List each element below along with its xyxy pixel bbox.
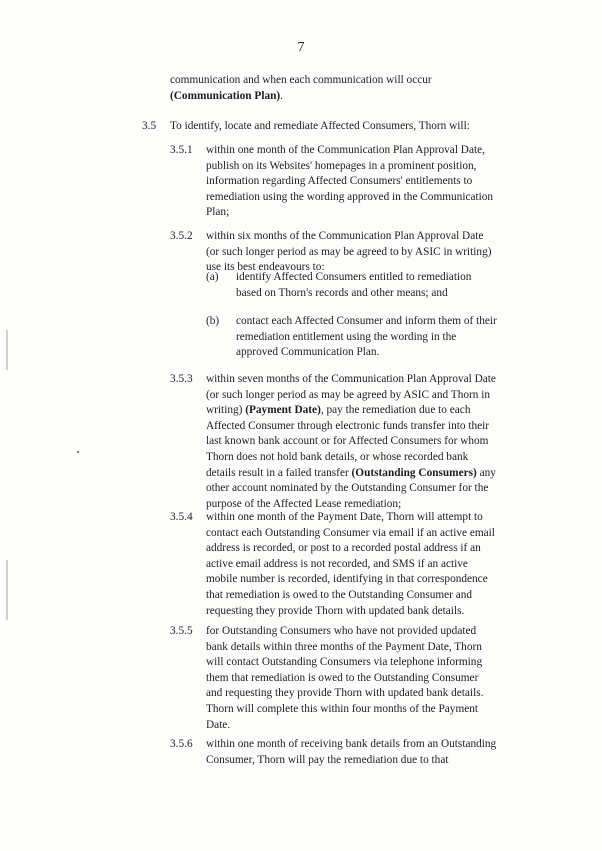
clause-line: within one month of the Communication Plan Approval Date,: [206, 144, 485, 156]
clause-paragraph: [206, 624, 483, 733]
clause-number: 3.5.1: [170, 144, 193, 156]
clause-line: Consumer, Thorn will pay the remediation due to that: [206, 753, 449, 766]
clause-line: writing) (Payment Date), pay the remediation due to each: [206, 404, 471, 417]
intro-line: (Communication Plan).: [170, 89, 283, 102]
scan-speck: [77, 451, 79, 453]
clause-line: Date.: [206, 718, 231, 731]
clause-line: Thorn will complete this within four months of the Payment: [206, 702, 479, 715]
clause-line: within one month of receiving bank details from an Outstanding: [206, 738, 497, 750]
clause-paragraph: [206, 737, 496, 768]
clause-line: will contact Outstanding Consumers via telephone informing: [206, 656, 483, 669]
clause-number: 3.5: [142, 120, 157, 132]
scan-edge-mark: [6, 330, 8, 370]
clause-line: and requesting they provide Thorn with updated bank details.: [206, 687, 484, 700]
clause-number: 3.5.4: [170, 511, 193, 523]
defined-term: (Payment Date): [245, 404, 321, 417]
clause-paragraph: [206, 143, 493, 221]
clause-line: bank details within three months of the Payment Date, Thorn: [206, 640, 482, 653]
subclause-paragraph: [236, 270, 471, 301]
clause-line: them that remediation is owed to the Outstanding Consumer: [206, 671, 479, 684]
clause-line: (or such longer period as may be agreed to by ASIC in writing): [206, 245, 492, 258]
intro-paragraph: [170, 73, 432, 104]
clause-line: identify Affected Consumers entitled to remediation: [236, 271, 472, 283]
clause-line: details result in a failed transfer (Outstanding Consumers) any: [206, 466, 496, 479]
clause-paragraph: [206, 372, 496, 512]
clause-line: approved Communication Plan.: [236, 346, 380, 359]
clause-line: information regarding Affected Consumers' entitlements to: [206, 175, 473, 188]
clause-line: use its best endeavours to:: [206, 261, 325, 274]
clause-paragraph: [206, 510, 495, 619]
clause-line: publish on its Websites' homepages in a prominent position,: [206, 159, 477, 172]
clause-number: 3.5.5: [170, 625, 193, 637]
clause-line: for Outstanding Consumers who have not provided updated: [206, 625, 477, 637]
clause-line: contact each Affected Consumer and inform them of their: [236, 315, 497, 327]
clause-line: within one month of the Payment Date, Thorn will attempt to: [206, 511, 483, 523]
intro-line: communication and when each communication will occur: [170, 74, 432, 86]
clause-line: based on Thorn's records and other means; and: [236, 286, 448, 299]
defined-term: (Communication Plan): [170, 89, 281, 102]
clause-number: 3.5.6: [170, 738, 193, 750]
clause-line: other account nominated by the Outstanding Consumer for the: [206, 482, 489, 495]
clause-line: Plan;: [206, 206, 230, 219]
page-number: 7: [297, 40, 305, 55]
clause-line: within seven months of the Communication Plan Approval Date: [206, 373, 496, 385]
clause-number: 3.5.2: [170, 230, 193, 242]
subclause-label: (a): [206, 271, 219, 283]
subclause-paragraph: [236, 314, 497, 361]
clause-line: last known bank account or for Affected Consumers for whom: [206, 435, 489, 448]
clause-line: Affected Consumer through electronic funds transfer into their: [206, 419, 490, 432]
clause-line: remediation entitlement using the wording in the: [236, 330, 457, 343]
clause-number: 3.5.3: [170, 373, 193, 385]
subclause-label: (b): [206, 315, 220, 327]
clause-line: purpose of the Affected Lease remediation;: [206, 497, 402, 510]
clause-line: active email address is not recorded, and SMS if an active: [206, 557, 468, 570]
clause-line: contact each Outstanding Consumer via email if an active email: [206, 526, 495, 539]
clause-line: that remediation is owed to the Outstanding Consumer and: [206, 588, 473, 601]
clause-line: remediation using the wording approved in the Communication: [206, 190, 494, 203]
clause-paragraph: [206, 229, 492, 276]
clause-line: address is recorded, or post to a recorded postal address if an: [206, 542, 481, 555]
clause-line: Thorn does not hold bank details, or whose recorded bank: [206, 450, 469, 463]
clause-line: mobile number is recorded, identifying in that correspondence: [206, 573, 488, 586]
clause-line: (or such longer period as may be agreed by ASIC and Thorn in: [206, 388, 491, 401]
clause-line: within six months of the Communication Plan Approval Date: [206, 230, 484, 242]
scan-edge-mark: [6, 560, 8, 620]
defined-term: (Outstanding Consumers): [351, 466, 477, 479]
clause-text: To identify, locate and remediate Affected Consumers, Thorn will:: [170, 120, 470, 132]
clause-line: requesting they provide Thorn with updated bank details.: [206, 604, 465, 617]
